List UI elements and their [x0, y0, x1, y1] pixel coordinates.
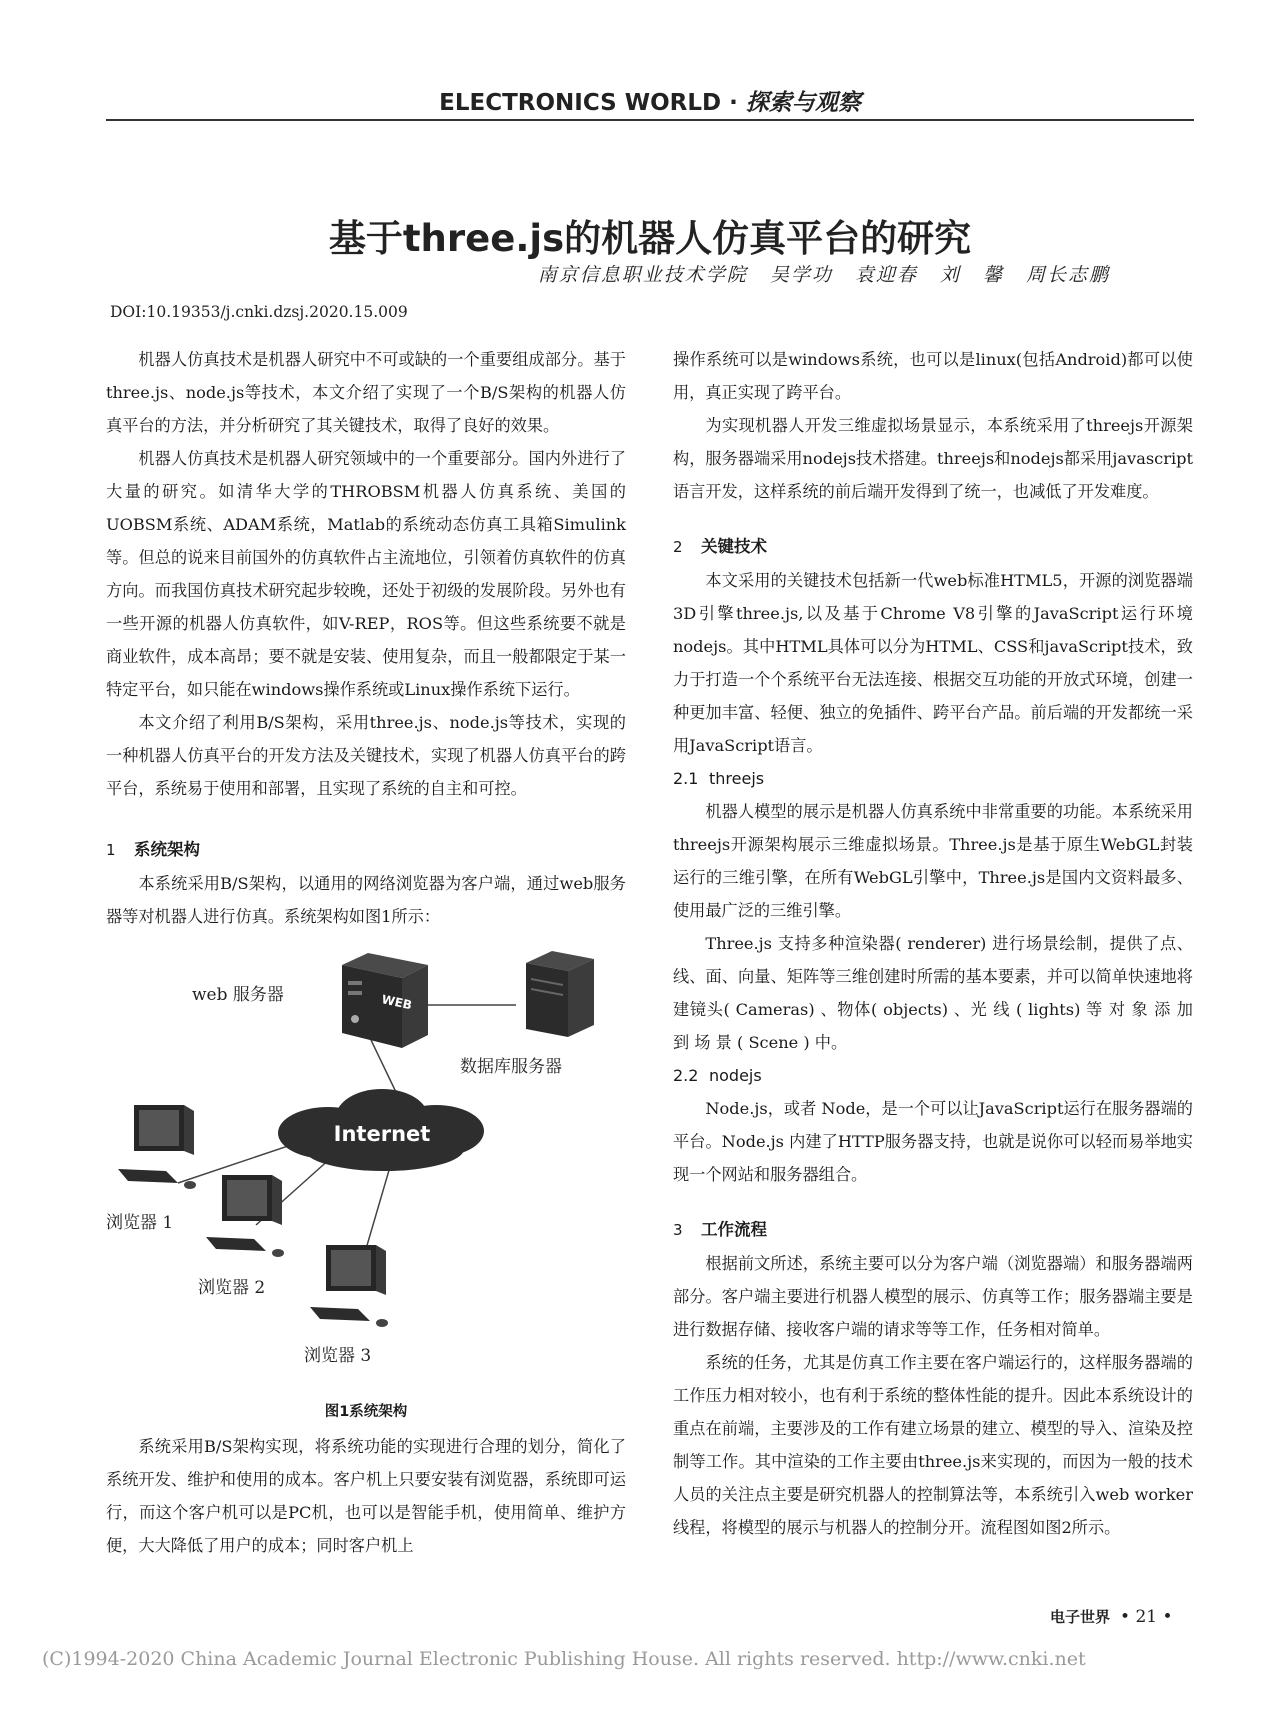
section-name: 探索与观察: [745, 90, 861, 116]
web-badge: WEB: [380, 992, 414, 1013]
figure-1-caption: 图1系统架构: [324, 1404, 408, 1420]
section-2-heading: [673, 530, 1193, 564]
right-column: [673, 343, 1193, 1544]
paper-title: 基于three.js的机器人仿真平台的研究: [328, 217, 972, 260]
page-number: • 21 •: [1120, 1607, 1173, 1627]
section-1-heading: [106, 833, 626, 867]
section-2-paragraph-1: 本文采用的关键技术包括新一代web标准HTML5，开源的浏览器端3D引擎three.js,以及基于Chrome V8引擎的JavaScript运行环境nodejs。其中HTML具体可以分为HTML、CSS和javaScript技术，致力于打造一个个系统平台无法连接、根据交互功能的开放式环境，创建一种更加丰富、轻便、独立的免插件、跨平台产品。前后端的开发都统一采用JavaScript语言。: [673, 571, 1193, 755]
section-title: 工作流程: [701, 1220, 767, 1239]
section-1-paragraph-1: 本系统采用B/S架构，以通用的网络浏览器为客户端，通过web服务器等对机器人进行仿真。系统架构如图1所示：: [106, 874, 626, 926]
database-server-icon: [526, 951, 594, 1037]
subsection-2-1-paragraph-1: 机器人模型的展示是机器人仿真系统中非常重要的功能。本系统采用threejs开源架构展示三维虚拟场景。Three.js是基于原生WebGL封装运行的三维引擎，在所有WebGL引擎中，Three.js是国内文资料最多、使用最广泛的三维引擎。: [673, 802, 1193, 920]
subsection-title: threejs: [709, 769, 765, 788]
subsection-2-1-heading: [673, 762, 1193, 795]
browser-2-computer-icon: [206, 1175, 284, 1257]
section-3-paragraph-1: 根据前文所述，系统主要可以分为客户端（浏览器端）和服务器端两部分。客户端主要进行机器人模型的展示、仿真等工作；服务器端主要是进行数据存储、接收客户端的请求等等工作，任务相对简单。: [673, 1254, 1193, 1339]
magazine-name: 电子世界: [1050, 1608, 1111, 1626]
architecture-diagram: [106, 945, 626, 1400]
browser-2-label: 浏览器 2: [198, 1278, 266, 1298]
subsection-2-2-heading: [673, 1059, 1193, 1092]
continued-paragraph: 操作系统可以是windows系统，也可以是linux(包括Android)都可以使用，真正实现了跨平台。: [673, 350, 1193, 402]
intro-paragraph-1: 机器人仿真技术是机器人研究领域中的一个重要部分。国内外进行了大量的研究。如清华大学的THROBSM机器人仿真系统、美国的UOBSM系统、ADAM系统，Matlab的系统动态仿真工具箱Simulink等。但总的说来目前国外的仿真软件占主流地位，引领着仿真软件的仿真方向。而我国仿真技术研究起步较晚，还处于初级的发展阶段。另外也有一些开源的机器人仿真软件，如V-REP，ROS等。但这些系统要不就是商业软件，成本高昂；要不就是安装、使用复杂，而且一般都限定于某一特定平台，如只能在windows操作系统或Linux操作系统下运行。: [106, 449, 626, 699]
section-title: 关键技术: [701, 537, 767, 556]
section-number: 2: [673, 538, 683, 556]
page-footer: [1050, 1606, 1173, 1627]
intro-paragraph-2: 本文介绍了利用B/S架构，采用three.js、node.js等技术，实现的一种机器人仿真平台的开发方法及关键技术，实现了机器人仿真平台的跨平台，系统易于使用和部署，且实现了系统的自主和可控。: [106, 713, 626, 798]
abstract-paragraph: 机器人仿真技术是机器人研究中不可或缺的一个重要组成部分。基于three.js、node.js等技术，本文介绍了实现了一个B/S架构的机器人仿真平台的方法，并分析研究了其关键技术，取得了良好的效果。: [106, 350, 626, 435]
section-number: 3: [673, 1221, 683, 1239]
left-column: [106, 343, 626, 1562]
section-title: 系统架构: [134, 840, 200, 859]
web-server-label: web 服务器: [192, 985, 284, 1005]
authors-line: 南京信息职业技术学院 吴学功 袁迎春 刘 馨 周长志鹏: [537, 264, 1110, 286]
section-1-paragraph-3: 为实现机器人开发三维虚拟场景显示，本系统采用了threejs开源架构，服务器端采用nodejs技术搭建。threejs和nodejs都采用javascript语言开发，这样系统的前后端开发得到了统一，也减低了开发难度。: [673, 416, 1193, 501]
figure-1-architecture: [106, 945, 626, 1400]
browser-1-computer-icon: [118, 1105, 196, 1189]
header-separator: ·: [721, 90, 746, 116]
db-server-label: 数据库服务器: [460, 1057, 562, 1077]
subsection-number: 2.2: [673, 1066, 699, 1085]
browser-3-computer-icon: [310, 1245, 388, 1327]
subsection-2-1-paragraph-2: Three.js 支持多种渲染器( renderer) 进行场景绘制，提供了点、线、面、向量、矩阵等三维创建时所需的基本要素，并可以简单快速地将建镜头( Cameras) 、物体( objects) 、光 线 ( lights) 等 对 象 添 加 到 场 景 ( Scene ) 中。: [673, 934, 1193, 1052]
browser-3-label: 浏览器 3: [304, 1346, 372, 1366]
internet-label: Internet: [333, 1122, 431, 1146]
section-3-heading: [673, 1213, 1193, 1247]
running-header: [106, 84, 1194, 117]
header-rule: [106, 119, 1194, 121]
subsection-number: 2.1: [673, 769, 699, 788]
journal-name: ELECTRONICS WORLD: [439, 90, 722, 116]
section-number: 1: [106, 841, 116, 859]
subsection-2-2-paragraph-1: Node.js，或者 Node，是一个可以让JavaScript运行在服务器端的平台。Node.js 内建了HTTP服务器支持，也就是说你可以轻而易举地实现一个网站和服务器组合。: [673, 1099, 1193, 1184]
doi: DOI:10.19353/j.cnki.dzsj.2020.15.009: [110, 303, 408, 321]
subsection-title: nodejs: [709, 1066, 762, 1085]
section-1-paragraph-2: 系统采用B/S架构实现，将系统功能的实现进行合理的划分，简化了系统开发、维护和使用的成本。客户机上只要安装有浏览器，系统即可运行，而这个客户机可以是PC机，也可以是智能手机，使用简单、维护方便，大大降低了用户的成本；同时客户机上: [106, 1437, 626, 1555]
copyright-watermark: (C)1994-2020 China Academic Journal Electronic Publishing House. All rights reserved. http://www.cnki.net: [42, 1648, 1086, 1670]
browser-1-label: 浏览器 1: [106, 1213, 174, 1233]
section-3-paragraph-2: 系统的任务，尤其是仿真工作主要在客户端运行的，这样服务器端的工作压力相对较小，也有利于系统的整体性能的提升。因此本系统设计的重点在前端，主要涉及的工作有建立场景的建立、模型的导入、渲染及控制等工作。其中渲染的工作主要由three.js来实现的，而因为一般的技术人员的关注点主要是研究机器人的控制算法等，本系统引入web worker线程，将模型的展示与机器人的控制分开。流程图如图2所示。: [673, 1353, 1193, 1537]
